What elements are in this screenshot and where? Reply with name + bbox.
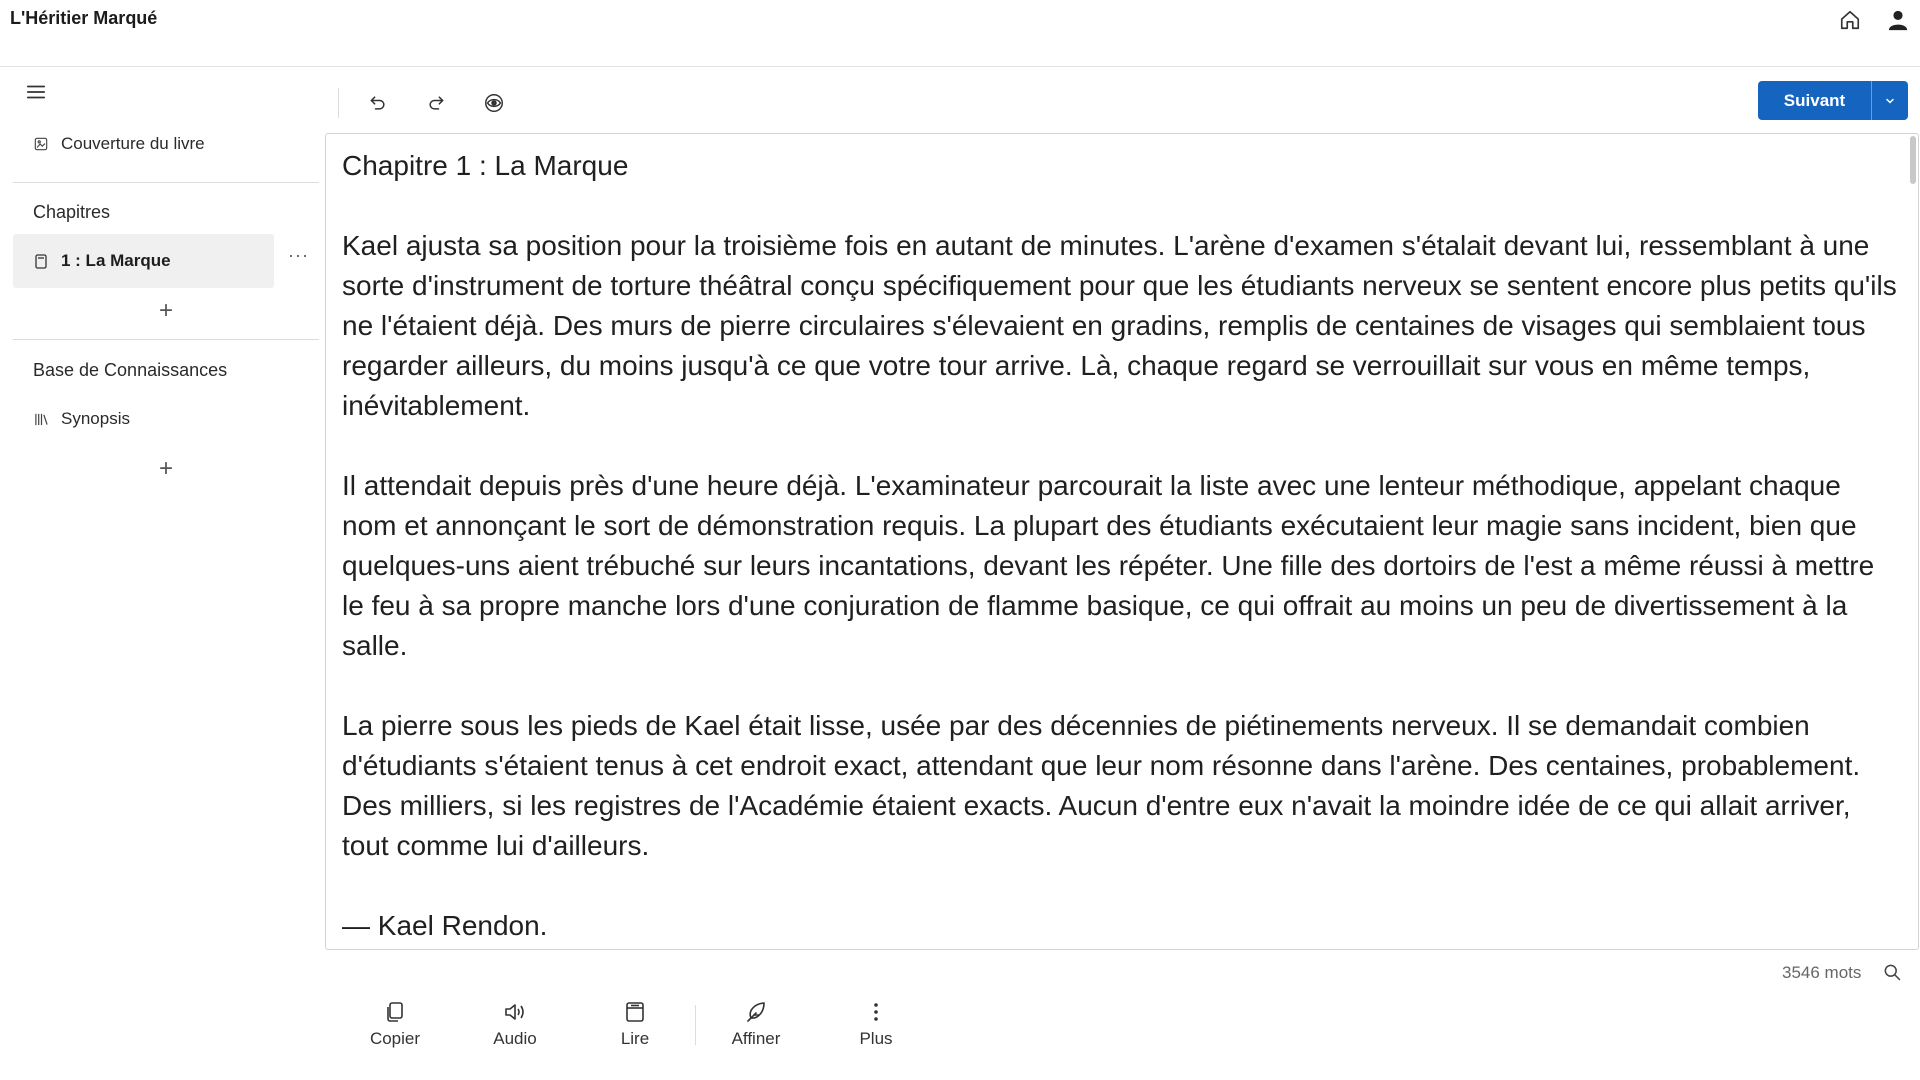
editor-scrollbar[interactable] [1910,136,1916,184]
copy-button[interactable] [350,1000,440,1050]
paragraph: Il attendait depuis près d'une heure déjà. L'examinateur parcourait la liste avec une lenteur méthodique, appelant chaque nom et annonçant le sort de démonstration requis. La plupart des étudiants exécutaient leur magie sans incident, bien que quelques-uns aient trébuché sur leurs incantations, devant les répéter. Une fille des dortoirs de l'est a même réussi à mettre le feu à sa propre manche lors d'une conjuration de flamme basique, ce qui offrait au moins un peu de divertissement à la salle. [342,470,1875,661]
toolbar-divider [338,88,339,118]
chapter-editor[interactable] [325,133,1919,950]
preview-icon[interactable] [478,87,510,119]
more-button[interactable] [831,1000,921,1050]
word-count: 3546 mots [1782,963,1862,982]
redo-icon[interactable] [420,87,452,119]
top-bar [0,0,1920,67]
action-label: Affiner [731,1029,781,1048]
add-knowledge-button[interactable]: + [158,455,173,482]
sidebar-item-label: Synopsis [61,409,130,428]
divider [13,182,319,183]
menu-icon[interactable] [25,81,49,105]
more-vertical-icon [864,1000,888,1024]
next-split-button [1758,81,1908,120]
knowledge-base-heading: Base de Connaissances [33,360,228,380]
divider [13,339,319,340]
paragraph: La pierre sous les pieds de Kael était lisse, usée par des décennies de piétinements nerveux. Il se demandait combien d'étudiants s'étaient tenus à cet endroit exact, attendant que leur nom résonne dans l'arène. Des centaines, probablement. Des milliers, si les registres de l'Académie étaient exacts. Aucun d'entre eux n'avait la moindre idée de ce qui allait arriver, tout comme lui d'ailleurs. [342,710,1861,861]
chapter-label: 1 : La Marque [61,251,171,270]
copy-icon [383,1000,407,1024]
action-divider [695,1005,696,1045]
search-icon[interactable] [1882,962,1904,984]
read-button[interactable] [590,1000,680,1050]
book-icon [623,1000,647,1024]
action-label: Lire [620,1029,650,1048]
chapter-more-button[interactable]: ··· [288,245,309,265]
sidebar-item-label: Couverture du livre [61,134,205,153]
action-label: Audio [493,1029,537,1048]
add-chapter-button[interactable]: + [158,297,173,324]
action-label: Plus [859,1029,893,1048]
next-button[interactable]: Suivant [1783,90,1846,110]
signature-line: — Kael Rendon. [342,910,548,941]
action-label: Copier [369,1029,421,1048]
app-title: L'Héritier Marqué [10,8,158,28]
user-icon[interactable] [1886,8,1910,32]
chapters-heading: Chapitres [33,202,111,222]
library-icon [33,411,49,427]
home-icon[interactable] [1838,8,1862,32]
editor-content[interactable] [342,146,1897,946]
sidebar-item-cover[interactable] [33,134,205,154]
audio-button[interactable] [470,1000,560,1050]
sidebar [0,67,325,947]
sidebar-item-synopsis[interactable] [33,409,130,429]
image-icon [33,136,49,152]
feather-icon [744,1000,768,1024]
chevron-down-icon[interactable] [1872,81,1908,120]
chapter-heading: Chapitre 1 : La Marque [342,150,629,181]
undo-icon[interactable] [362,87,394,119]
speaker-icon [503,1000,527,1024]
paragraph: Kael ajusta sa position pour la troisième fois en autant de minutes. L'arène d'examen s'étalait devant lui, ressemblant à une sorte d'instrument de torture théâtral conçu spécifiquement pour que les étudiants nerveux se sentent encore plus petits qu'ils ne l'étaient déjà. Des murs de pierre circulaires s'élevaient en gradins, remplis de centaines de visages qui semblaient tous regarder ailleurs, du moins jusqu'à ce que votre tour arrive. Là, chaque regard se verrouillait sur vous en même temps, inévitablement. [342,230,1897,421]
document-icon [35,253,49,269]
chapter-item[interactable] [13,234,274,288]
refine-button[interactable] [711,1000,801,1050]
